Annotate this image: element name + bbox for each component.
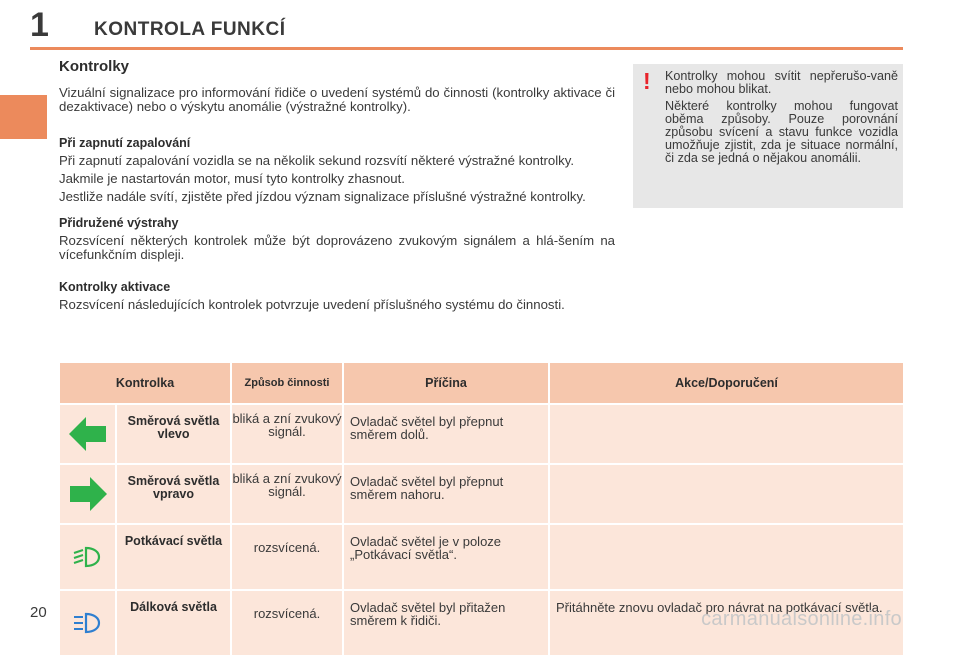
- header-akce: Akce/Doporučení: [549, 362, 904, 404]
- activation-lamps-paragraph: Rozsvícení následujících kontrolek potvrzuje uvedení příslušného systému do činnosti.: [59, 297, 565, 312]
- lamp-mode: rozsvícená.: [231, 590, 343, 656]
- lamp-action: [549, 404, 904, 464]
- ignition-heading: Při zapnutí zapalování: [59, 136, 191, 150]
- chapter-number: 1: [30, 6, 49, 44]
- associated-warnings-paragraph: Rozsvícení některých kontrolek může být doprovázeno zvukovým signálem a hlá-šením na vícefunkčním displeji.: [59, 233, 615, 262]
- lamp-action: Přitáhněte znovu ovladač pro návrat na potkávací světla.: [549, 590, 904, 656]
- associated-warnings-heading: Přidružené výstrahy: [59, 216, 179, 230]
- page-number: 20: [30, 604, 47, 621]
- note-paragraph-2: Některé kontrolky mohou fungovat oběma způsoby. Pouze porovnání způsobu svícení a stavu funkce vozidla umožňuje zjistit, zda je situace normální, či zda se jedná o nějakou anomálii.: [665, 99, 898, 165]
- lamp-mode: bliká a zní zvukový signál.: [231, 464, 343, 524]
- high-beam-icon: [72, 612, 104, 634]
- lamp-mode: rozsvícená.: [231, 524, 343, 590]
- activation-lamps-heading: Kontrolky aktivace: [59, 280, 171, 294]
- lamp-cause: Ovladač světel byl přepnut směrem dolů.: [343, 404, 549, 464]
- header-divider: [30, 47, 903, 50]
- chapter-title: KONTROLA FUNKCÍ: [94, 19, 286, 40]
- lamp-cause: Ovladač světel byl přitažen směrem k řidiči.: [343, 590, 549, 656]
- lamp-name: Dálková světla: [116, 590, 231, 656]
- lamp-cause: Ovladač světel je v poloze „Potkávací světla“.: [343, 524, 549, 590]
- main-content: [59, 60, 615, 316]
- lamp-cause: Ovladač světel byl přepnut směrem nahoru.: [343, 464, 549, 524]
- chapter-side-tab: [0, 95, 47, 139]
- warning-note-box: [633, 64, 903, 208]
- header-zpusob: Způsob činnosti: [231, 362, 343, 404]
- lamp-name: Směrová světla vpravo: [116, 464, 231, 524]
- left-arrow-icon: [69, 417, 107, 451]
- table-row: [59, 464, 904, 524]
- header-kontrolka: Kontrolka: [59, 362, 231, 404]
- lamp-action: [549, 464, 904, 524]
- header-pricina: Příčina: [343, 362, 549, 404]
- table-row: [59, 524, 904, 590]
- lamp-action: [549, 524, 904, 590]
- lamp-name: Potkávací světla: [116, 524, 231, 590]
- ignition-paragraph-3: Jestliže nadále svítí, zjistěte před jízdou význam signalizace příslušné výstražné kontrolky.: [59, 189, 586, 204]
- ignition-paragraph-1: Při zapnutí zapalování vozidla se na několik sekund rozsvítí některé výstražné kontrolky.: [59, 153, 575, 168]
- lamp-name: Směrová světla vlevo: [116, 404, 231, 464]
- note-paragraph-1: Kontrolky mohou svítit nepřerušo-vaně nebo mohou blikat.: [665, 69, 898, 96]
- right-arrow-icon: [69, 477, 107, 511]
- exclamation-icon: !: [643, 68, 651, 94]
- intro-paragraph: Vizuální signalizace pro informování řidiče o uvedení systémů do činnosti (kontrolky aktivace či dezaktivace) nebo o výskytu anomálie (výstražné kontrolky).: [59, 85, 615, 114]
- ignition-paragraph-2: Jakmile je nastartován motor, musí tyto kontrolky zhasnout.: [59, 171, 405, 186]
- watermark: carmanualsonline.info: [701, 608, 902, 630]
- table-row: [59, 404, 904, 464]
- lamp-mode: bliká a zní zvukový signál.: [231, 404, 343, 464]
- section-title: Kontrolky: [59, 58, 130, 75]
- low-beam-icon: [72, 546, 104, 568]
